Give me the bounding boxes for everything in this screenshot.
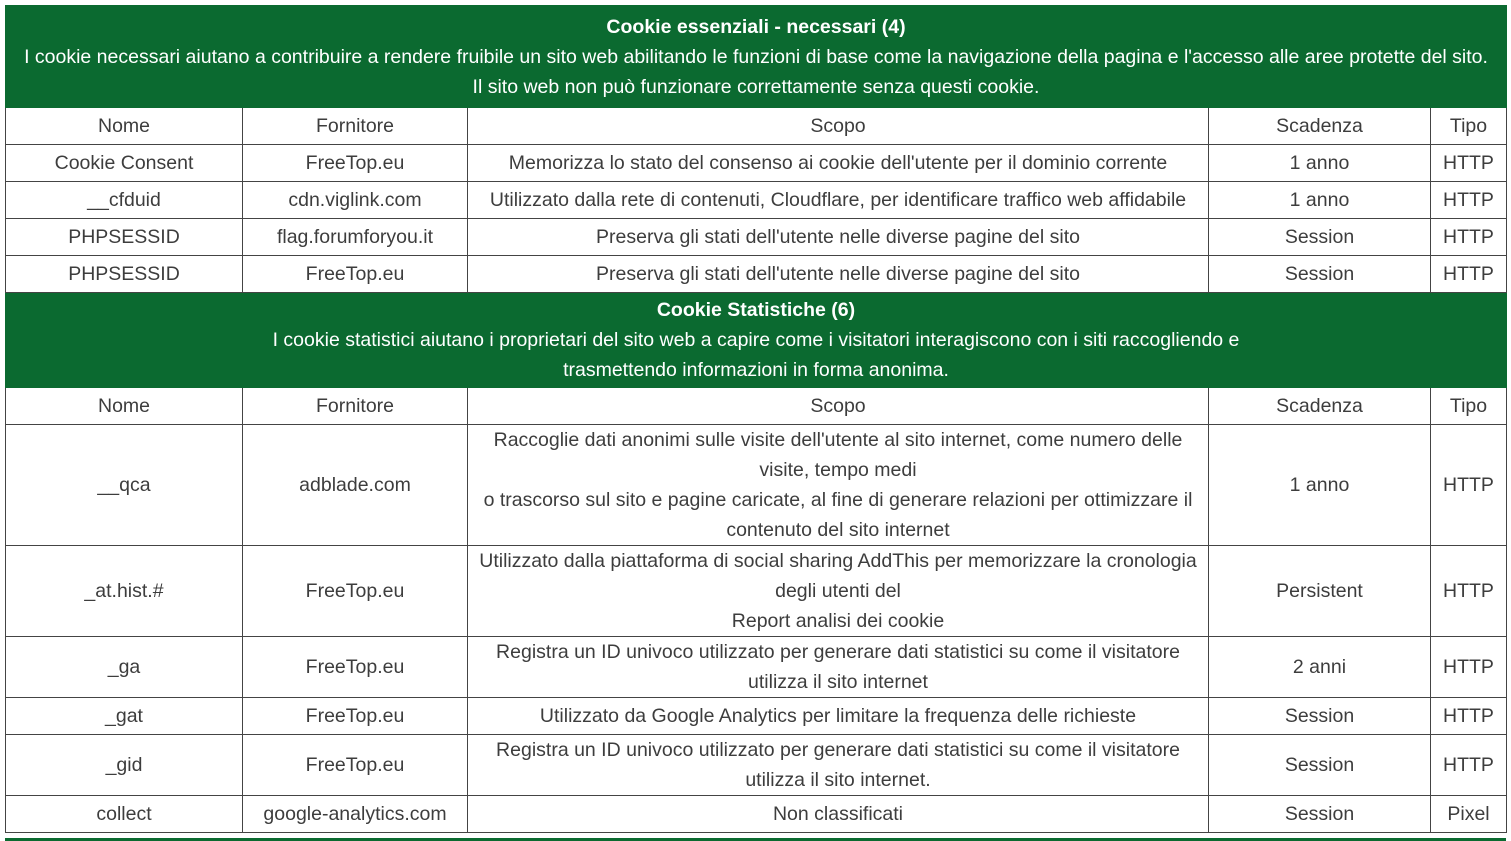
cookie-name: collect	[6, 796, 243, 833]
table-row	[6, 145, 1507, 182]
section-title: Cookie Statistiche (6)	[656, 299, 856, 321]
cookie-type: HTTP	[1431, 256, 1507, 293]
cookie-expiry: Session	[1209, 256, 1431, 293]
cookie-name: _at.hist.#	[6, 546, 243, 637]
cookie-type: Pixel	[1431, 796, 1507, 833]
cookie-provider: flag.forumforyou.it	[243, 219, 468, 256]
cookie-provider: cdn.viglink.com	[243, 182, 468, 219]
cookie-purpose: Preserva gli stati dell'utente nelle diverse pagine del sito	[468, 219, 1209, 256]
table-row	[6, 182, 1507, 219]
cookie-expiry: 1 anno	[1209, 182, 1431, 219]
cookie-purpose-line: Utilizzato dalla piattaforma di social sharing AddThis per memorizzare la cronologia degli utenti del	[479, 550, 1197, 602]
column-header-provider: Fornitore	[243, 108, 468, 145]
cookie-expiry: Session	[1209, 219, 1431, 256]
cookie-name: __cfduid	[6, 182, 243, 219]
cookie-provider: google-analytics.com	[243, 796, 468, 833]
cookie-table	[5, 5, 1507, 833]
table-row	[6, 735, 1507, 796]
cookie-expiry: Session	[1209, 735, 1431, 796]
cookie-purpose: Registra un ID univoco utilizzato per generare dati statistici su come il visitatore utilizza il sito internet.	[468, 735, 1209, 796]
table-row	[6, 796, 1507, 833]
table-row	[6, 546, 1507, 637]
cookie-provider: adblade.com	[243, 425, 468, 546]
cookie-provider: FreeTop.eu	[243, 637, 468, 698]
cookie-provider: FreeTop.eu	[243, 735, 468, 796]
section-description: I cookie necessari aiutano a contribuire a rendere fruibile un sito web abilitando le funzioni di base come la navigazione della pagina e l'accesso alle aree protette del sito. Il sito web non può funzionare correttamente senza questi cookie.	[24, 45, 1488, 98]
cookie-purpose-line: Report analisi dei cookie	[731, 610, 945, 632]
cookie-provider: FreeTop.eu	[243, 256, 468, 293]
table-row	[6, 637, 1507, 698]
cookie-type: HTTP	[1431, 182, 1507, 219]
cookie-expiry: 1 anno	[1209, 425, 1431, 546]
table-row	[6, 425, 1507, 546]
cookie-purpose: Preserva gli stati dell'utente nelle diverse pagine del sito	[468, 256, 1209, 293]
cookie-type: HTTP	[1431, 735, 1507, 796]
column-header-type: Tipo	[1431, 388, 1507, 425]
cookie-name: __qca	[6, 425, 243, 546]
cookie-type: HTTP	[1431, 425, 1507, 546]
cookie-purpose-line: o trascorso sul sito e pagine caricate, al fine di generare relazioni per ottimizzare il contenuto del sito internet	[483, 489, 1193, 541]
cookie-name: PHPSESSID	[6, 219, 243, 256]
column-header-purpose: Scopo	[468, 388, 1209, 425]
cookie-type: HTTP	[1431, 546, 1507, 637]
cookie-type: HTTP	[1431, 145, 1507, 182]
cookie-name: Cookie Consent	[6, 145, 243, 182]
cookie-purpose: Non classificati	[468, 796, 1209, 833]
cookie-expiry: Session	[1209, 698, 1431, 735]
cookie-type: HTTP	[1431, 698, 1507, 735]
cookie-provider: FreeTop.eu	[243, 145, 468, 182]
cookie-purpose: Memorizza lo stato del consenso ai cookie dell'utente per il dominio corrente	[468, 145, 1209, 182]
column-header-expiry: Scadenza	[1209, 388, 1431, 425]
cookie-purpose: Utilizzato da Google Analytics per limitare la frequenza delle richieste	[468, 698, 1209, 735]
cookie-expiry: 1 anno	[1209, 145, 1431, 182]
table-row	[6, 698, 1507, 735]
cookie-provider: FreeTop.eu	[243, 698, 468, 735]
cookie-table-container	[5, 5, 1506, 833]
cookie-expiry: Session	[1209, 796, 1431, 833]
section-description-line: I cookie statistici aiutano i proprietari del sito web a capire come i visitatori interagiscono con i siti raccogliendo e	[272, 329, 1240, 351]
column-header-purpose: Scopo	[468, 108, 1209, 145]
cookie-name: _ga	[6, 637, 243, 698]
column-header-provider: Fornitore	[243, 388, 468, 425]
cookie-name: _gid	[6, 735, 243, 796]
table-header-row	[6, 388, 1507, 425]
cookie-purpose: Utilizzato dalla rete di contenuti, Cloudflare, per identificare traffico web affidabile	[468, 182, 1209, 219]
section-essential-header	[6, 6, 1507, 108]
cookie-type: HTTP	[1431, 219, 1507, 256]
table-row	[6, 219, 1507, 256]
table-row	[6, 256, 1507, 293]
cookie-purpose: Registra un ID univoco utilizzato per generare dati statistici su come il visitatore utilizza il sito internet	[468, 637, 1209, 698]
column-header-type: Tipo	[1431, 108, 1507, 145]
cookie-name: PHPSESSID	[6, 256, 243, 293]
cookie-expiry: 2 anni	[1209, 637, 1431, 698]
section-description-line: trasmettendo informazioni in forma anonima.	[563, 359, 949, 381]
column-header-name: Nome	[6, 388, 243, 425]
cookie-type: HTTP	[1431, 637, 1507, 698]
column-header-name: Nome	[6, 108, 243, 145]
cookie-provider: FreeTop.eu	[243, 546, 468, 637]
column-header-expiry: Scadenza	[1209, 108, 1431, 145]
cookie-expiry: Persistent	[1209, 546, 1431, 637]
section-title: Cookie essenziali - necessari (4)	[606, 15, 906, 38]
cookie-purpose	[468, 546, 1209, 637]
cookie-purpose-line: Raccoglie dati anonimi sulle visite dell'utente al sito internet, come numero delle visite, tempo medi	[493, 429, 1183, 481]
table-header-row	[6, 108, 1507, 145]
cookie-name: _gat	[6, 698, 243, 735]
section-statistics-header	[6, 293, 1507, 388]
cookie-purpose	[468, 425, 1209, 546]
